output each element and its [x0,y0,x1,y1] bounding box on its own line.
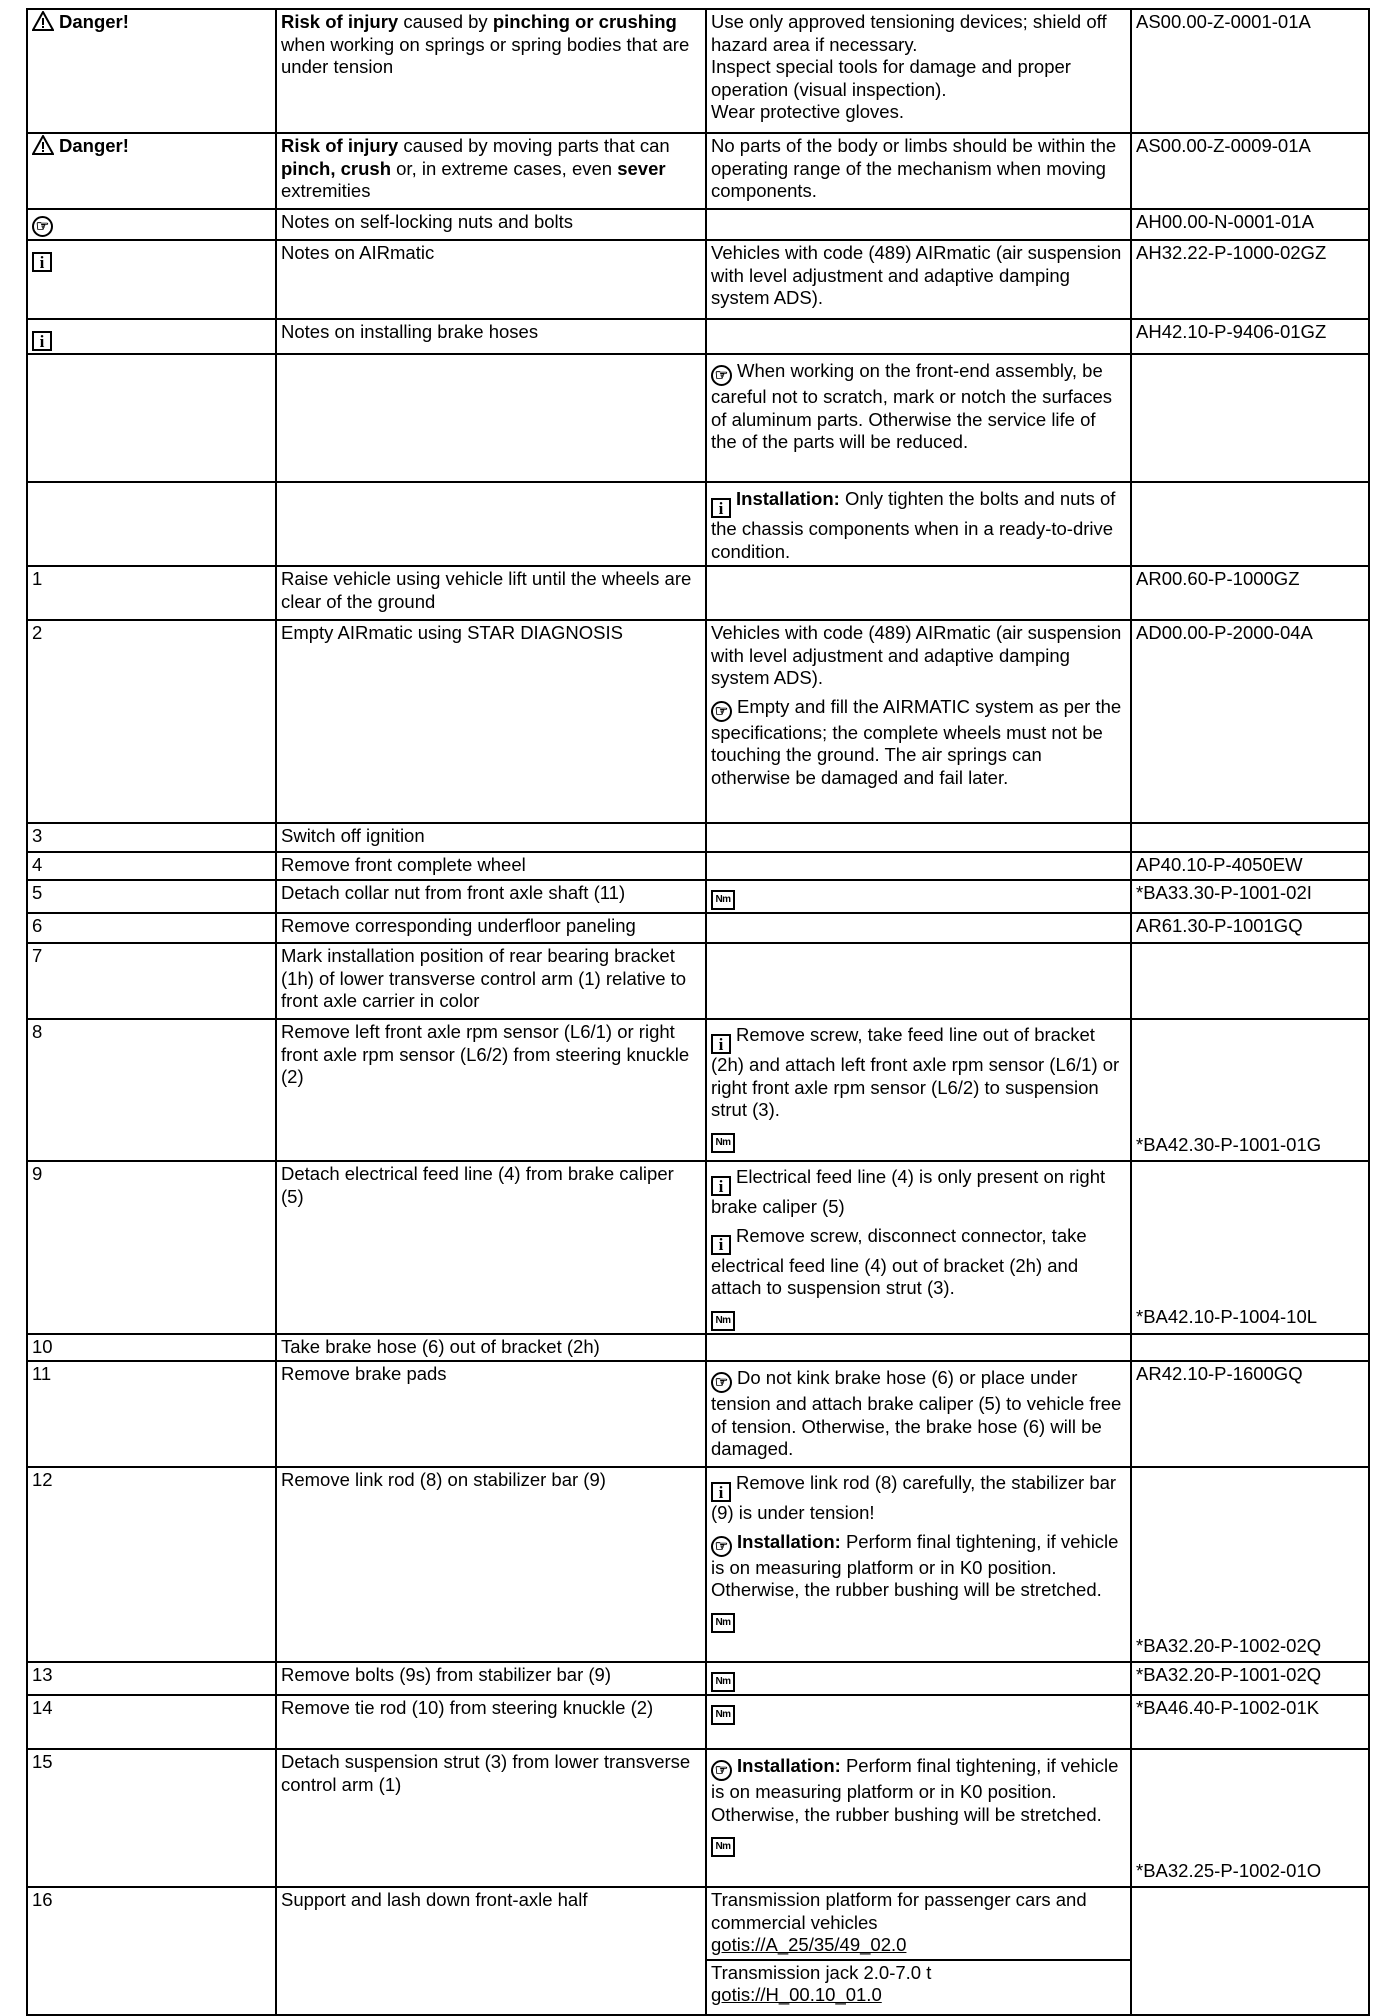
tool-name: Transmission platform for passenger cars and commercial vehicles [711,1889,1087,1933]
reference-code[interactable]: AS00.00-Z-0001-01A [1131,9,1369,133]
note-text: Perform final tightening, if vehicle is on measuring platform or in K0 position. Otherwise, the rubber bushing will be stretched. [711,1530,1119,1600]
step-number: 13 [27,1662,276,1695]
reference-code[interactable]: AH32.22-P-1000-02GZ [1131,240,1369,319]
risk-text: extremities [281,180,371,201]
step-number: 12 [27,1467,276,1662]
info-icon: i [711,1034,731,1054]
table-row [27,1361,1369,1467]
step-number: 7 [27,943,276,1019]
risk-bold: Risk of injury [281,135,399,156]
empty-cell [1131,823,1369,852]
reference-code[interactable]: *BA32.25-P-1002-01O [1131,1749,1369,1887]
table-row [27,319,1369,354]
remedy-cell [706,1161,1131,1334]
risk-text: caused by moving parts that can [398,135,670,156]
empty-cell [1131,943,1369,1019]
step-description: Raise vehicle using vehicle lift until the wheels are clear of the ground [276,566,706,620]
hand-pointer-icon: ☞ [711,365,732,386]
step-number: 1 [27,566,276,620]
reference-code[interactable]: AH42.10-P-9406-01GZ [1131,319,1369,354]
table-row [27,1887,1369,2015]
step-number: 10 [27,1334,276,1362]
installation-label: Installation: [737,1530,841,1552]
table-row [27,1019,1369,1161]
empty-cell [706,943,1131,1019]
tool-link[interactable]: gotis://A_25/35/49_02.0 [711,1934,907,1955]
step-description: Remove bolts (9s) from stabilizer bar (9) [276,1662,706,1695]
step-description: Switch off ignition [276,823,706,852]
danger-label: Danger! [59,135,129,156]
hand-pointer-icon: ☞ [711,1372,732,1393]
empty-cell [706,913,1131,943]
torque-nm-icon[interactable]: Nm [711,1311,735,1331]
reference-code[interactable]: AR42.10-P-1600GQ [1131,1361,1369,1467]
remedy-cell: No parts of the body or limbs should be within the operating range of the mechanism when moving components. [706,133,1131,209]
step-number: 3 [27,823,276,852]
remedy-cell [706,880,1131,913]
step-description: Remove left front axle rpm sensor (L6/1) or right front axle rpm sensor (L6/2) from steering knuckle (2) [276,1019,706,1161]
step-number: 11 [27,1361,276,1467]
remedy-cell: Use only approved tensioning devices; shield off hazard area if necessary. Inspect special tools for damage and proper operation (visual inspection). Wear protective gloves. [706,9,1131,133]
step-description: Remove front complete wheel [276,852,706,880]
note-text: Do not kink brake hose (6) or place under tension and attach brake caliper (5) to vehicle free of tension. Otherwise, the brake hose (6) will be damaged. [711,1367,1122,1459]
danger-cell [27,9,276,133]
note-text: Electrical feed line (4) is only present on right brake caliper (5) [711,1166,1106,1217]
risk-description [276,133,706,209]
empty-cell [276,482,706,566]
table-row [27,1161,1369,1334]
remedy-cell [706,209,1131,240]
empty-cell [706,566,1131,620]
hand-pointer-icon: ☞ [32,216,53,237]
empty-cell [1131,1887,1369,2015]
table-row [27,852,1369,880]
step-description: Notes on installing brake hoses [276,319,706,354]
remedy-cell [706,620,1131,823]
risk-bold: Risk of injury [281,11,399,32]
hand-pointer-icon: ☞ [711,1760,732,1781]
table-row [27,1695,1369,1749]
info-icon: i [711,1176,731,1196]
step-description: Detach suspension strut (3) from lower transverse control arm (1) [276,1749,706,1887]
info-icon: i [32,331,52,351]
table-row [27,482,1369,566]
reference-code[interactable]: *BA32.20-P-1002-02Q [1131,1467,1369,1662]
tools-cell [706,1887,1131,2015]
step-number: 2 [27,620,276,823]
step-number: 8 [27,1019,276,1161]
procedure-table [26,8,1370,2016]
step-description: Remove link rod (8) on stabilizer bar (9) [276,1467,706,1662]
empty-cell [706,852,1131,880]
torque-nm-icon[interactable]: Nm [711,1837,735,1857]
info-icon: i [711,498,731,518]
warning-triangle-icon [32,135,54,155]
hand-pointer-icon: ☞ [711,701,732,722]
step-description: Remove tie rod (10) from steering knuckle (2) [276,1695,706,1749]
remedy-cell [706,1361,1131,1467]
empty-cell [27,482,276,566]
note-icon-cell [27,319,276,354]
table-row [27,240,1369,319]
risk-bold: pinching or crushing [492,11,677,32]
reference-code[interactable]: *BA46.40-P-1002-01K [1131,1695,1369,1749]
note-text: Remove screw, take feed line out of bracket (2h) and attach left front axle rpm sensor (L6/1) or right front axle rpm sensor (L6/2) to suspension strut (3). [711,1024,1120,1120]
torque-nm-icon[interactable]: Nm [711,890,735,910]
reference-code[interactable]: AH00.00-N-0001-01A [1131,209,1369,240]
risk-bold: sever [617,157,666,179]
reference-code[interactable]: AR00.60-P-1000GZ [1131,566,1369,620]
hand-pointer-icon: ☞ [711,1536,732,1557]
reference-code[interactable]: *BA33.30-P-1001-02I [1131,880,1369,913]
info-icon: i [711,1235,731,1255]
step-description: Support and lash down front-axle half [276,1887,706,2015]
step-number: 5 [27,880,276,913]
step-description: Remove corresponding underfloor paneling [276,913,706,943]
table-row [27,209,1369,240]
table-row [27,823,1369,852]
empty-cell [1131,1334,1369,1362]
table-row [27,1749,1369,1887]
remedy-cell: Vehicles with code (489) AIRmatic (air suspension with level adjustment and adaptive damping system ADS). [706,240,1131,319]
step-number: 6 [27,913,276,943]
risk-text: or, in extreme cases, even [391,157,618,179]
step-description: Remove brake pads [276,1361,706,1467]
risk-text: when working on springs or spring bodies that are under tension [281,33,690,77]
remedy-cell [706,1467,1131,1662]
installation-label: Installation: [736,488,840,509]
step-number: 14 [27,1695,276,1749]
step-description: Take brake hose (6) out of bracket (2h) [276,1334,706,1362]
table-row [27,880,1369,913]
empty-cell [706,823,1131,852]
risk-text: caused by [398,11,493,32]
reference-code[interactable]: AD00.00-P-2000-04A [1131,620,1369,823]
remedy-cell [706,1662,1131,1695]
remedy-cell [706,1019,1131,1161]
remedy-cell [706,482,1131,566]
remedy-cell [706,1695,1131,1749]
table-row [27,354,1369,482]
risk-description [276,9,706,133]
step-description: Notes on self-locking nuts and bolts [276,209,706,240]
note-icon-cell [27,240,276,319]
note-text: Only tighten the bolts and nuts of the chassis components when in a ready-to-drive condition. [711,488,1116,562]
note-text: Perform final tightening, if vehicle is on measuring platform or in K0 position. Otherwise, the rubber bushing will be stretched. [711,1755,1119,1825]
warning-triangle-icon [32,11,54,31]
reference-code[interactable]: *BA32.20-P-1001-02Q [1131,1662,1369,1695]
table-row [27,1467,1369,1662]
torque-nm-icon[interactable]: Nm [711,1133,735,1153]
step-description: Detach collar nut from front axle shaft (11) [276,880,706,913]
step-description: Empty AIRmatic using STAR DIAGNOSIS [276,620,706,823]
empty-cell [1131,482,1369,566]
table-row [27,1334,1369,1362]
remedy-cell [706,1749,1131,1887]
note-text: Remove link rod (8) carefully, the stabilizer bar (9) is under tension! [711,1472,1117,1523]
empty-cell [276,354,706,482]
remedy-cell [706,319,1131,354]
empty-cell [706,1334,1131,1362]
empty-cell [27,354,276,482]
reference-code[interactable]: AR61.30-P-1001GQ [1131,913,1369,943]
step-description: Notes on AIRmatic [276,240,706,319]
reference-code[interactable]: AP40.10-P-4050EW [1131,852,1369,880]
table-row [27,133,1369,209]
danger-label: Danger! [59,11,129,32]
reference-code[interactable]: *BA42.30-P-1001-01G [1131,1019,1369,1161]
torque-nm-icon[interactable]: Nm [711,1705,735,1725]
note-text: When working on the front-end assembly, be careful not to scratch, mark or notch the surfaces of aluminum parts. Otherwise the service life of the of the parts will be reduced. [711,360,1113,452]
torque-nm-icon[interactable]: Nm [711,1613,735,1633]
step-description: Detach electrical feed line (4) from brake caliper (5) [276,1161,706,1334]
info-icon: i [711,1482,731,1502]
table-row [27,9,1369,133]
info-icon: i [32,252,52,272]
table-row [27,566,1369,620]
tool-link[interactable]: gotis://H_00.10_01.0 [711,1984,882,2005]
note-text: Remove screw, disconnect connector, take electrical feed line (4) out of bracket (2h) and attach to suspension strut (3). [711,1224,1087,1298]
step-number: 9 [27,1161,276,1334]
note-text: Empty and fill the AIRMATIC system as per the specifications; the complete wheels must not be touching the ground. The air springs can otherwise be damaged and fail later. [711,695,1122,788]
step-description: Mark installation position of rear bearing bracket (1h) of lower transverse control arm (1) relative to front axle carrier in color [276,943,706,1019]
note-icon-cell [27,209,276,240]
danger-cell [27,133,276,209]
reference-code[interactable]: AS00.00-Z-0009-01A [1131,133,1369,209]
table-row [27,943,1369,1019]
note-text: Vehicles with code (489) AIRmatic (air suspension with level adjustment and adaptive damping system ADS). [711,622,1122,688]
remedy-cell [706,354,1131,482]
torque-nm-icon[interactable]: Nm [711,1672,735,1692]
reference-code[interactable]: *BA42.10-P-1004-10L [1131,1161,1369,1334]
installation-label: Installation: [737,1755,841,1776]
risk-bold: pinch, crush [281,157,391,179]
tool-name: Transmission jack 2.0-7.0 t [711,1961,932,1983]
step-number: 15 [27,1749,276,1887]
table-row [27,1662,1369,1695]
table-row [27,620,1369,823]
step-number: 16 [27,1887,276,2015]
table-row [27,913,1369,943]
empty-cell [1131,354,1369,482]
step-number: 4 [27,852,276,880]
